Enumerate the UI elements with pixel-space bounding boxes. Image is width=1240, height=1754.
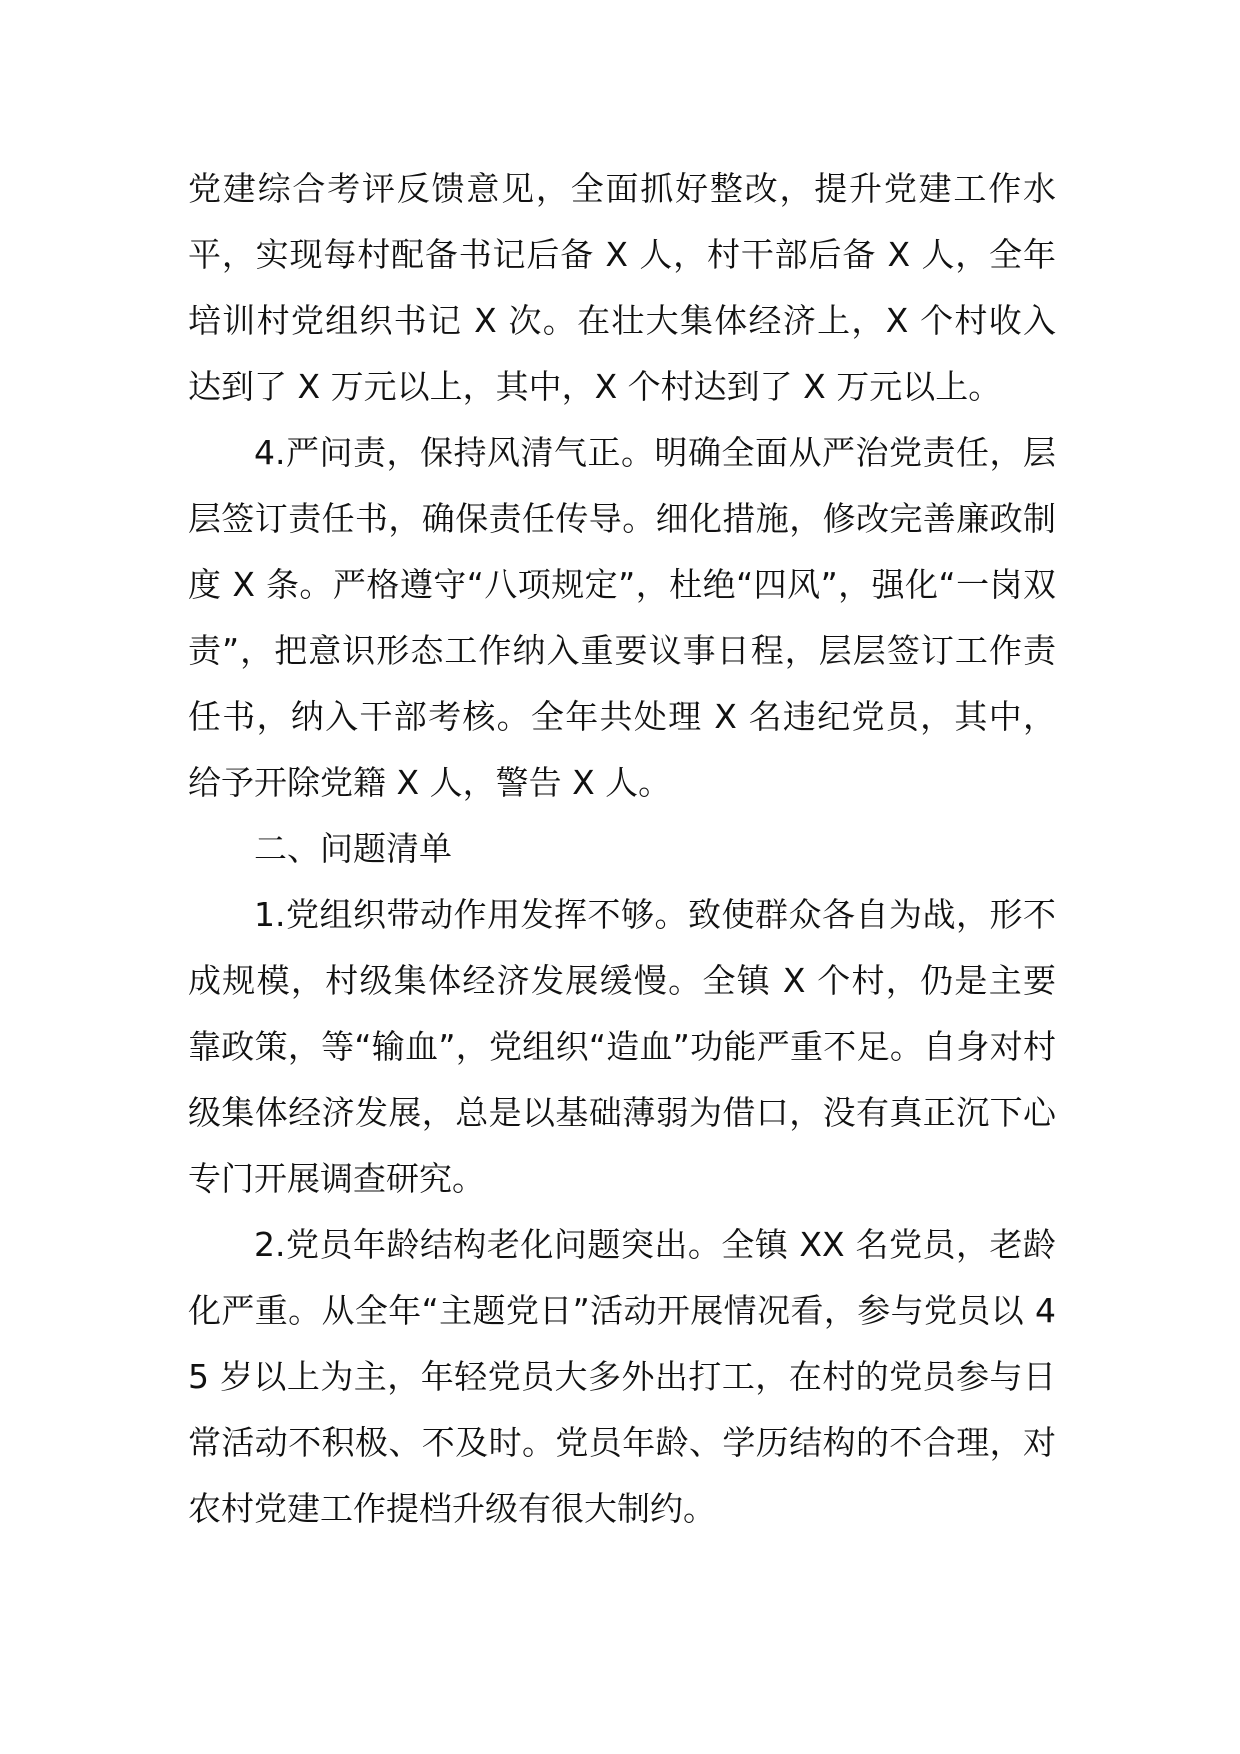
section-heading-problem-list: 二、问题清单 (254, 829, 452, 868)
paragraph-problem-2: 2.党员年龄结构老化问题突出。全镇 XX 名党员，老龄化严重。从全年“主题党日”活动开展情况看，参与党员以 45 岁以上为主，年轻党员大多外出打工，在村的党员参与日常活动不积极、不及时。党员年龄、学历结构的不合理，对农村党建工作提档升级有很大制约。 (188, 1225, 1056, 1528)
paragraph-accountability: 4.严问责，保持风清气正。明确全面从严治党责任，层层签订责任书，确保责任传导。细化措施，修改完善廉政制度 X 条。严格遵守“八项规定”，杜绝“四风”，强化“一岗双责”，把意识形态工作纳入重要议事日程，层层签订工作责任书，纳入干部考核。全年共处理 X 名违纪党员，其中，给予开除党籍 X 人，警告 X 人。 (188, 433, 1056, 802)
paragraph-problem-1: 1.党组织带动作用发挥不够。致使群众各自为战，形不成规模，村级集体经济发展缓慢。全镇 X 个村，仍是主要靠政策，等“输血”，党组织“造血”功能严重不足。自身对村级集体经济发展，总是以基础薄弱为借口，没有真正沉下心专门开展调查研究。 (188, 895, 1056, 1198)
document-body (188, 156, 1056, 1542)
paragraph-continuation: 党建综合考评反馈意见，全面抓好整改，提升党建工作水平，实现每村配备书记后备 X 人，村干部后备 X 人，全年培训村党组织书记 X 次。在壮大集体经济上，X 个村收入达到了 X 万元以上，其中，X 个村达到了 X 万元以上。 (188, 169, 1056, 406)
